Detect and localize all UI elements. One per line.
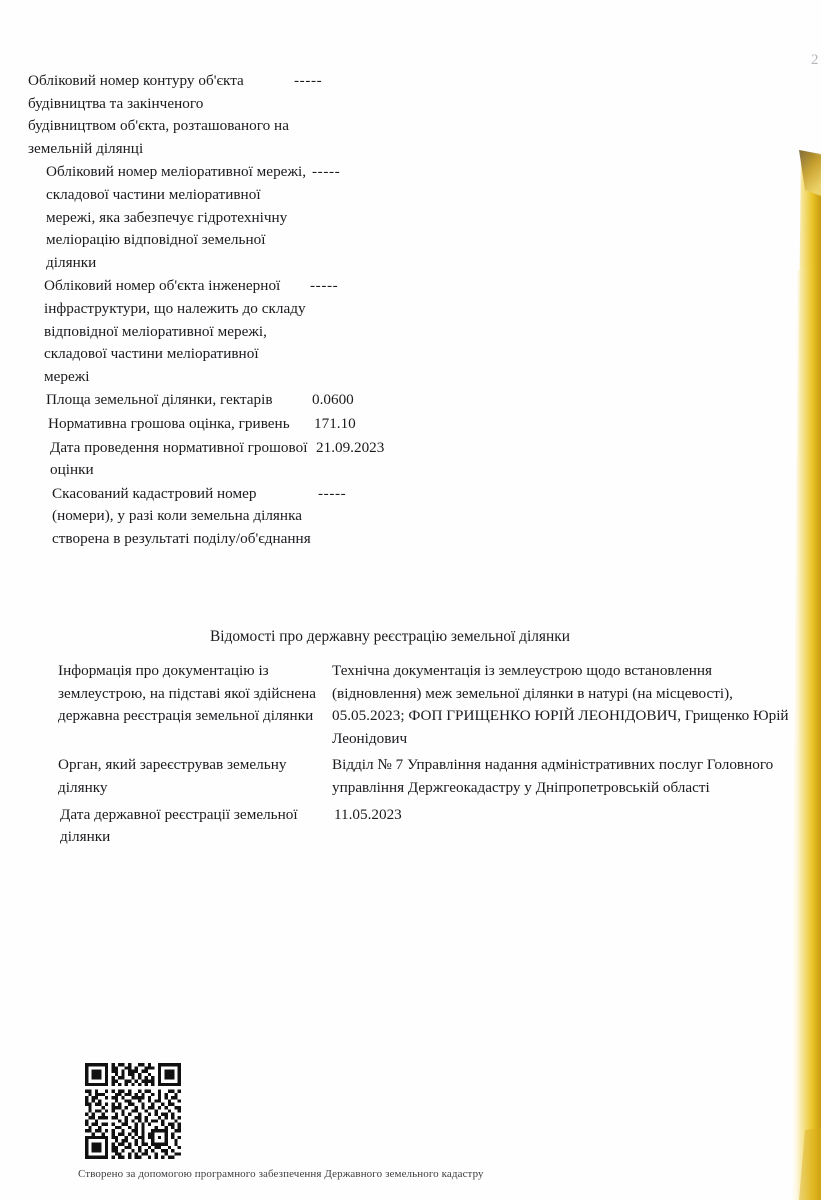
row-value: ----- bbox=[294, 72, 323, 89]
row-label: Нормативна грошова оцінка, гривень bbox=[48, 414, 290, 432]
footer-note: Створено за допомогою програмного забезпечення Державного земельного кадастру bbox=[78, 1168, 484, 1180]
row-label: Обліковий номер меліоративної мережі, складової частини меліоративної мережі, яка забезпечує гідротехнічну меліорацію відповідної земельної ділянки bbox=[46, 163, 307, 271]
table-row bbox=[0, 437, 780, 482]
row-value: 0.0600 bbox=[312, 391, 354, 409]
row-label: Дата державної реєстрації земельної ділянки bbox=[60, 805, 298, 846]
table-row bbox=[0, 413, 780, 436]
table-row bbox=[0, 754, 790, 799]
row-value: 21.09.2023 bbox=[316, 438, 385, 456]
row-label: Інформація про документацію із землеустрою, на підставі якої здійснена державна реєстрація земельної ділянки bbox=[58, 662, 317, 725]
page-number: 2 bbox=[811, 52, 819, 68]
row-value: Технічна документація із землеустрою щодо встановлення (відновлення) меж земельної ділянки в натурі (на місцевості), 05.05.2023; ФОП ГРИЩЕНКО ЮРІЙ ЛЕОНІДОВИЧ, Грищенко Юрій Леонідович bbox=[332, 662, 789, 747]
table-row bbox=[0, 275, 780, 388]
row-label: Скасований кадастровий номер (номери), у разі коли земельна ділянка створена в результаті поділу/об'єднання bbox=[52, 484, 311, 547]
section-heading: Відомості про державну реєстрацію земельної ділянки bbox=[210, 628, 570, 645]
row-label: Обліковий номер об'єкта інженерної інфраструктури, що належить до складу відповідної меліоративної мережі, складової частини меліоративної мережі bbox=[44, 277, 306, 385]
registration-details-table bbox=[0, 660, 790, 853]
parcel-details-table bbox=[0, 70, 780, 551]
row-label: Орган, який зареєстрував земельну ділянку bbox=[58, 756, 287, 796]
row-value: 171.10 bbox=[314, 414, 356, 432]
qr-code bbox=[85, 1063, 181, 1159]
row-value: 11.05.2023 bbox=[334, 805, 402, 823]
row-label: Дата проведення нормативної грошової оцінки bbox=[50, 438, 308, 479]
row-label: Обліковий номер контуру об'єкта будівництва та закінченого будівництвом об'єкта, розташованого на земельній ділянці bbox=[28, 72, 289, 157]
row-value: ----- bbox=[318, 484, 347, 502]
table-row bbox=[0, 389, 780, 412]
row-value: ----- bbox=[310, 277, 339, 295]
table-row bbox=[0, 483, 780, 551]
table-row bbox=[0, 660, 790, 750]
row-value: Відділ № 7 Управління надання адміністративних послуг Головного управління Держгеокадастру у Дніпропетровській області bbox=[332, 756, 774, 796]
table-row bbox=[0, 804, 790, 849]
table-row bbox=[0, 70, 780, 160]
row-label: Площа земельної ділянки, гектарів bbox=[46, 391, 273, 409]
row-value: ----- bbox=[312, 163, 341, 181]
table-row bbox=[0, 161, 780, 274]
